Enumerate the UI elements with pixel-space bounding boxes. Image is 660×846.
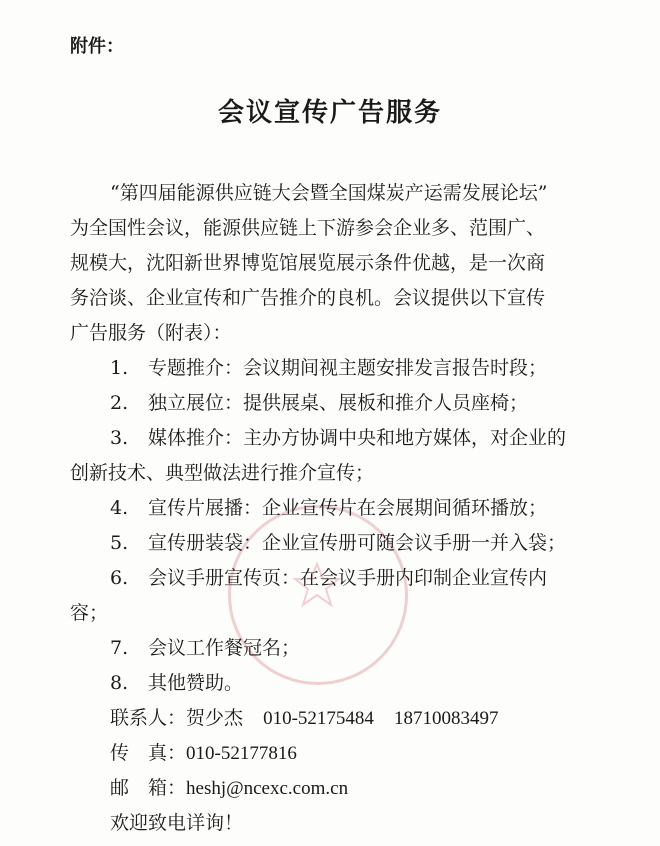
service-item	[110, 423, 566, 450]
email-address: heshj@ncexc.com.cn	[186, 778, 349, 799]
service-number: 1.	[110, 357, 129, 379]
service-text: 宣传册装袋：企业宣传册可随会议手册一并入袋；	[148, 532, 567, 554]
service-item	[110, 353, 547, 380]
contact-person-row	[110, 703, 498, 730]
service-number: 7.	[110, 637, 129, 659]
intro-line: 规模大，沈阳新世界博览馆展览展示条件优越，是一次商	[70, 252, 546, 274]
closing-text: 欢迎致电详询！	[110, 812, 244, 834]
service-continuation: 创新技术、典型做法进行推介宣传；	[70, 462, 375, 484]
service-text: 会议工作餐冠名；	[148, 637, 301, 659]
contact-phone-2: 18710083497	[393, 708, 499, 729]
intro-line: 为全国性会议，能源供应链上下游参会企业多、范围广、	[70, 217, 546, 239]
service-item	[110, 528, 566, 555]
service-item	[110, 388, 528, 415]
intro-line: 广告服务（附表）：	[70, 322, 232, 344]
attachment-label: 附件：	[70, 36, 124, 57]
page-title: 会议宣传广告服务	[217, 98, 442, 128]
service-item	[110, 563, 547, 590]
contact-fax-row	[110, 738, 297, 765]
service-number: 4.	[110, 497, 129, 519]
service-text: 独立展位：提供展桌、展板和推介人员座椅；	[148, 392, 529, 414]
fax-label: 传 真：	[110, 742, 187, 764]
service-number: 5.	[110, 532, 129, 554]
contact-phone-1: 010-52175484	[263, 708, 374, 729]
service-text: 媒体推介：主办方协调中央和地方媒体，对企业的	[148, 427, 567, 449]
service-text: 宣传片展播：企业宣传片在会展期间循环播放；	[148, 497, 548, 519]
service-item	[110, 668, 243, 695]
service-text: 专题推介：会议期间视主题安排发言报告时段；	[148, 357, 548, 379]
service-text: 其他赞助。	[148, 672, 244, 694]
contact-email-row	[110, 773, 348, 800]
service-number: 3.	[110, 427, 129, 449]
service-number: 2.	[110, 392, 129, 414]
service-item	[110, 633, 300, 660]
fax-number: 010-52177816	[186, 743, 297, 764]
intro-line: 务洽谈、企业宣传和广告推介的良机。会议提供以下宣传	[70, 287, 546, 309]
email-label: 邮 箱：	[110, 777, 187, 799]
service-number: 6.	[110, 567, 129, 589]
service-item	[110, 493, 547, 520]
service-text: 会议手册宣传页：在会议手册内印制企业宣传内	[148, 567, 548, 589]
contact-person-name: 贺少杰	[186, 707, 244, 729]
service-number: 8.	[110, 672, 129, 694]
intro-line: “第四届能源供应链大会暨全国煤炭产运需发展论坛”	[110, 182, 548, 204]
service-continuation: 容；	[70, 602, 109, 624]
contact-person-label: 联系人：	[110, 707, 187, 729]
